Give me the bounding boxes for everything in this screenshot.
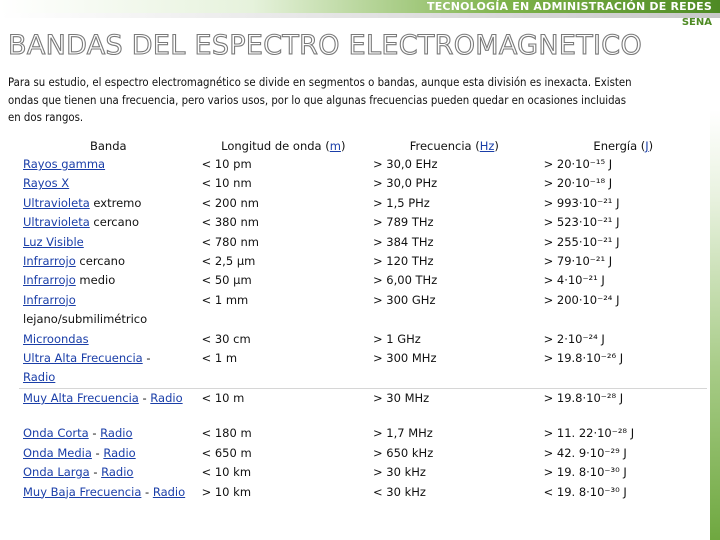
header-gray-stripe <box>0 13 720 18</box>
frequency-cell: > 30 MHz <box>369 388 540 408</box>
band-cell <box>19 271 198 290</box>
band-link[interactable]: Muy Baja Frecuencia <box>23 484 142 499</box>
wavelength-cell: < 10 km <box>201 465 252 480</box>
header-close-paren: ) <box>340 139 346 153</box>
wavelength-cell: < 200 nm <box>201 195 259 210</box>
band-cell <box>19 463 198 482</box>
band-link[interactable]: Infrarrojo <box>23 292 76 307</box>
frequency-cell: > 300 MHz <box>372 351 437 366</box>
header-wavelength-label: Longitud de onda ( <box>221 139 330 153</box>
band-link[interactable]: Infrarrojo <box>23 273 76 288</box>
band-suffix: - <box>141 484 153 499</box>
header-energy <box>540 137 707 155</box>
energy-cell: > 20·10⁻¹⁸ J <box>543 176 613 191</box>
band-link[interactable]: Onda Corta <box>23 426 89 441</box>
wavelength-cell: < 1 mm <box>201 292 249 307</box>
table-row <box>19 349 707 388</box>
header-close-paren: ) <box>648 139 654 153</box>
band-cell <box>19 291 198 330</box>
band-suffix: - <box>142 351 151 366</box>
band-link[interactable]: Muy Alta Frecuencia <box>23 390 139 405</box>
table-row <box>19 233 707 252</box>
radio-link[interactable]: Radio <box>152 484 186 499</box>
frequency-cell: > 6,00 THz <box>372 273 438 288</box>
table-row <box>19 424 707 443</box>
frequency-cell: > 1,5 PHz <box>372 195 430 210</box>
table-row <box>19 463 707 482</box>
energy-cell: > 20·10⁻¹⁵ J <box>543 157 613 171</box>
energy-cell: > 4·10⁻²¹ J <box>543 273 605 288</box>
intro-line: Para su estudio, el espectro electromagnético se divide en segmentos o bandas, aunque esta división es inexacta. Existen <box>8 76 632 89</box>
band-cell <box>19 444 198 463</box>
intro-line: en dos rangos. <box>8 111 84 125</box>
band-cell <box>19 194 198 213</box>
frequency-cell: > 1 GHz <box>372 331 421 346</box>
spectrum-table <box>19 137 707 502</box>
band-link[interactable]: Rayos gamma <box>23 157 106 171</box>
energy-cell: > 200·10⁻²⁴ J <box>543 292 620 307</box>
energy-cell: > 11. 22·10⁻²⁸ J <box>543 426 635 441</box>
table-row <box>19 174 707 193</box>
band-link[interactable]: Microondas <box>23 331 89 346</box>
header-band: Banda <box>90 139 127 153</box>
energy-cell: < 19. 8·10⁻³⁰ J <box>543 484 627 499</box>
hertz-link[interactable]: Hz <box>479 139 495 153</box>
energy-cell: > 42. 9·10⁻²⁹ J <box>543 445 627 460</box>
header-frequency-label: Frecuencia ( <box>409 139 480 153</box>
wavelength-cell: < 10 nm <box>201 176 252 191</box>
band-cell <box>19 155 198 174</box>
band-link[interactable]: Onda Media <box>23 445 92 460</box>
intro-paragraph <box>8 74 703 127</box>
header-wavelength <box>198 137 369 155</box>
meter-link[interactable]: m <box>329 139 341 153</box>
frequency-cell: > 30,0 PHz <box>372 176 438 191</box>
radio-link[interactable]: Radio <box>101 465 134 480</box>
side-decoration <box>710 110 720 540</box>
energy-cell: > 19. 8·10⁻³⁰ J <box>543 465 627 480</box>
band-cell <box>19 349 198 388</box>
frequency-cell: > 30 kHz <box>372 465 426 480</box>
band-suffix: - <box>88 426 101 441</box>
band-cell <box>19 252 198 271</box>
header-banner <box>0 0 720 34</box>
frequency-cell: > 650 kHz <box>372 445 434 460</box>
radio-link[interactable]: Radio <box>23 370 56 385</box>
radio-link[interactable]: Radio <box>103 445 136 460</box>
energy-cell: > 993·10⁻²¹ J <box>543 195 620 210</box>
table-row <box>19 155 707 174</box>
band-suffix: - <box>138 390 151 405</box>
band-suffix: - <box>89 465 102 480</box>
table-row <box>19 213 707 232</box>
frequency-cell: > 789 THz <box>372 215 434 230</box>
wavelength-cell: < 10 pm <box>201 157 252 171</box>
band-cell <box>19 424 198 443</box>
header-energy-label: Energía ( <box>593 139 646 153</box>
wavelength-cell: > 10 km <box>201 484 252 499</box>
band-cell <box>19 483 198 502</box>
header-close-paren: ) <box>494 139 499 153</box>
band-suffix: - <box>91 445 104 460</box>
table-row <box>19 252 707 271</box>
wavelength-cell: < 1 m <box>201 351 238 366</box>
band-cell <box>19 174 198 193</box>
radio-link[interactable]: Radio <box>100 426 133 441</box>
radio-link[interactable]: Radio <box>150 390 183 405</box>
slide-title: BANDAS DEL ESPECTRO ELECTROMAGNETICO <box>8 30 643 61</box>
band-cell <box>19 233 198 252</box>
energy-cell: > 255·10⁻²¹ J <box>543 234 620 249</box>
table-row <box>19 291 707 330</box>
wavelength-cell: < 50 µm <box>201 273 252 288</box>
table-row <box>19 483 707 502</box>
frequency-cell: < 30 kHz <box>372 484 426 499</box>
band-link[interactable]: Rayos X <box>23 176 70 191</box>
table-row <box>19 444 707 463</box>
joule-link[interactable]: J <box>645 139 649 153</box>
energy-cell: > 79·10⁻²¹ J <box>543 254 613 269</box>
frequency-cell: > 120 THz <box>372 254 434 269</box>
wavelength-cell: < 10 m <box>198 388 369 408</box>
table-header-row <box>19 137 707 155</box>
band-link[interactable]: Ultravioleta <box>23 215 90 230</box>
band-link[interactable]: Ultravioleta <box>23 195 90 210</box>
band-link[interactable]: Onda Larga <box>23 465 90 480</box>
program-name: TECNOLOGÍA EN ADMINISTRACIÓN DE REDES <box>427 0 712 13</box>
frequency-cell: > 1,7 MHz <box>372 426 433 441</box>
header-frequency <box>369 137 540 155</box>
frequency-cell: > 384 THz <box>372 234 434 249</box>
band-cell <box>19 388 198 408</box>
intro-line: ondas que tienen una frecuencia, pero varios usos, por lo que algunas frecuencias pueden quedar en ocasiones incluidas <box>8 93 627 107</box>
band-link[interactable]: Infrarrojo <box>23 254 76 269</box>
band-second-line: lejano/submilimétrico <box>23 312 148 327</box>
band-suffix: cercano <box>89 215 139 230</box>
table-spacer-row <box>19 408 707 424</box>
wavelength-cell: < 780 nm <box>201 234 259 249</box>
band-cell <box>19 330 198 349</box>
wavelength-cell: < 180 m <box>201 426 252 441</box>
wavelength-cell: < 30 cm <box>201 331 251 346</box>
band-link[interactable]: Luz Visible <box>23 234 84 249</box>
wavelength-cell: < 380 nm <box>201 215 259 230</box>
table-row <box>19 388 707 408</box>
band-link[interactable]: Ultra Alta Frecuencia <box>23 351 143 366</box>
wavelength-cell: < 2,5 µm <box>201 254 256 269</box>
band-suffix: extremo <box>89 195 142 210</box>
band-suffix: medio <box>75 273 116 288</box>
frequency-cell: > 300 GHz <box>372 292 436 307</box>
energy-cell: > 2·10⁻²⁴ J <box>543 331 605 346</box>
band-suffix: cercano <box>75 254 126 269</box>
energy-cell: > 523·10⁻²¹ J <box>543 215 620 230</box>
frequency-cell: > 30,0 EHz <box>372 157 438 171</box>
energy-cell: > 19.8·10⁻²⁶ J <box>543 351 624 366</box>
energy-cell: > 19.8·10⁻²⁸ J <box>540 388 707 408</box>
band-cell <box>19 213 198 232</box>
institution-name: SENA <box>681 17 712 28</box>
table-row <box>19 194 707 213</box>
table-row <box>19 271 707 290</box>
wavelength-cell: < 650 m <box>201 445 252 460</box>
table-row <box>19 330 707 349</box>
